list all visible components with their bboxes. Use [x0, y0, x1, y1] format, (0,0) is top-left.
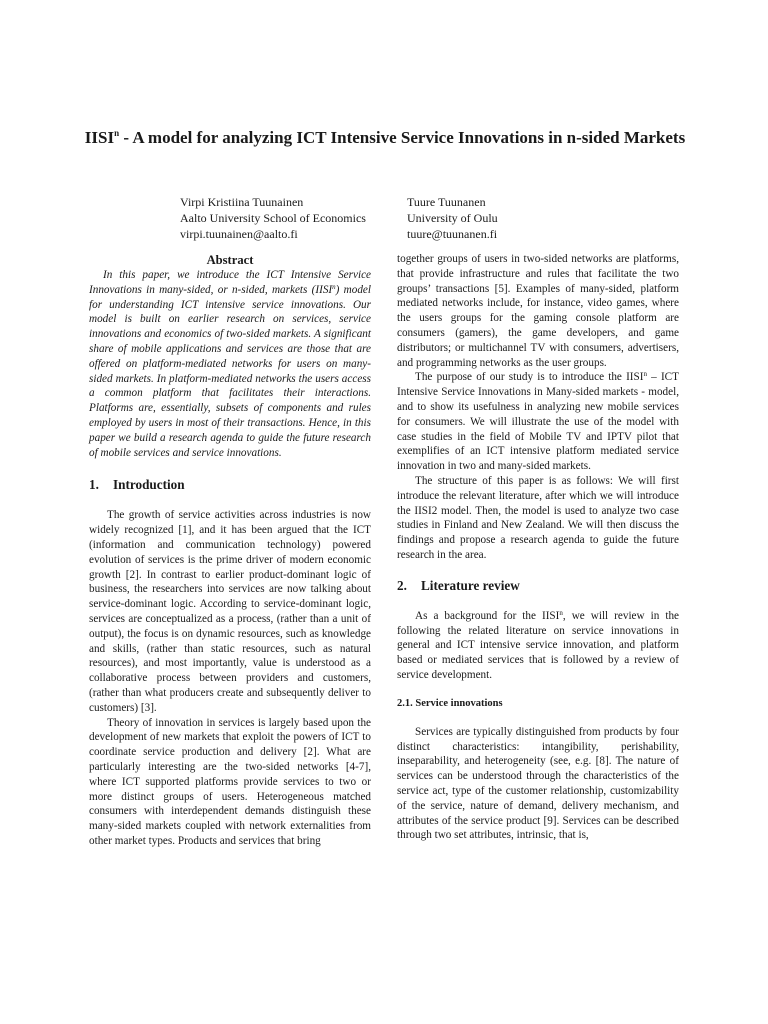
intro-paragraph-4: The purpose of our study is to introduce the IISI$^n$ – ICT Intensive Service Innovations in Many-sided markets - model, and to show its usefulness in analyzing new mobile services for consumers. We will illustrate the use of the model with case studies in the field of Mobile TV and IPTV pilot that exemplifies of an ICT intensive platform mediated service innovation in two and many-sided markets.	[397, 370, 679, 473]
title-prefix: IISI	[84, 128, 115, 147]
abstract-heading: Abstract	[206, 253, 254, 267]
author-2	[407, 194, 498, 242]
author-email: virpi.tuunainen@aalto.fi	[180, 227, 298, 241]
author-name: Tuure Tuunanen	[407, 195, 486, 209]
author-1	[180, 194, 366, 242]
title-superscript: n	[114, 128, 120, 138]
section-heading-introduction: 1. Introduction	[89, 477, 185, 493]
left-column	[89, 252, 371, 849]
right-column	[397, 252, 679, 843]
author-name: Virpi Kristiina Tuunainen	[180, 195, 304, 209]
paper-title	[80, 127, 690, 149]
intro-paragraph-1: The growth of service activities across industries is now widely recognized [1], and it has been argued that the ICT (information and communication technology) powered evolution of services is the prime driver of modern economic growth [2]. In contrast to earlier product-dominant logic of business, the researchers into services are now talking about service-dominant logic. According to service-dominant logic, services are conceptualized as a process, (rather than a unit of output), the focus is on dynamic resources, such as knowledge and skills, (rather than static resources, such as natural resources), and most importantly, value is understood as a collaborative process between providers and customers, (rather than what producers create and subsequently deliver to customers) [3].	[89, 509, 371, 714]
intro-paragraph-2: Theory of innovation in services is largely based upon the development of new markets that exploit the powers of ICT to coordinate service production and delivery [2]. What are particularly interesting are the two-sided networks [4-7], where ICT supported platforms provide services to two or more distinct groups of users. Heterogeneous matched consumers with interdependent demands distinguish these many-sided markets coupled with network externalities from other market types. Products and services that bring	[89, 716, 371, 847]
section-heading-literature-review: 2. Literature review	[397, 577, 520, 593]
intro-paragraph-5: The structure of this paper is as follows: We will first introduce the relevant literature, after which we will introduce the IISI2 model. Then, the model is used to analyze two case studies in Finland and New Zealand. We will then discuss the findings and propose a research agenda to guide the future research in the area.	[397, 474, 679, 561]
title-rest: - A model for analyzing ICT Intensive Service Innovations in n-sided Markets	[119, 128, 686, 147]
subsection-heading-service-innovations: 2.1. Service innovations	[397, 697, 503, 709]
author-affiliation: University of Oulu	[407, 211, 498, 225]
author-email: tuure@tuunanen.fi	[407, 227, 498, 241]
author-affiliation: Aalto University School of Economics	[180, 211, 366, 225]
lit-paragraph-1: As a background for the IISI$^n$, we will review in the following the related literature on service innovations in general and ICT intensive service innovation, and platform based or mediated services that is followed by a review of service development.	[397, 608, 679, 681]
lit-paragraph-2: Services are typically distinguished from products by four distinct characteristics: intangibility, perishability, inseparability, and heterogeneity (see, e.g. [8]. The nature of services can be understood through the characteristics of the service act, type of the customer relationship, customizability of the service, nature of demand, delivery mechanism, and attributes of the service product [9]. Services can be described through two set attributes, intrinsic, that is,	[397, 725, 679, 842]
abstract-body: In this paper, we introduce the ICT Intensive Service Innovations in many-sided, or n-sided, markets (IISI$^n$) model for understanding ICT intensive service innovations. Our model is built on earlier research on services, service innovations and economics of two-sided markets. A significant share of mobile applications and services are those that are offered on platform-mediated networks for users on many-sided markets. In platform-mediated networks the users access a common platform that facilitates their interactions. Platforms are, essentially, subsets of components and rules employed by users in most of their transactions. Hence, in this paper we build a research agenda to guide the future research of mobile services and service innovations.	[89, 269, 371, 459]
intro-paragraph-3: together groups of users in two-sided networks are platforms, that provide infrastructure and rules that facilitate the two groups’ transactions [5]. Examples of many-sided, platform mediated networks include, for instance, video games, where the users groups for the gaming console platform are consumers (gamers), the game developers, and game distributors; or multichannel TV with consumers, advertisers, and programming networks as the user groups.	[397, 253, 679, 369]
